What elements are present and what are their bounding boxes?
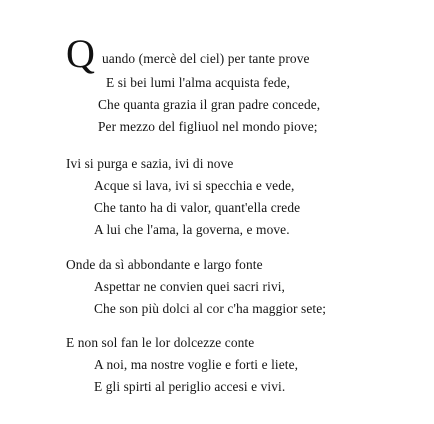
poem-line: E non sol fan le lor dolcezze conte	[66, 335, 255, 350]
poem-line: Che quanta grazia il gran padre concede,	[98, 97, 321, 112]
poem-line: Aspettar ne convien quei sacri rivi,	[94, 279, 286, 294]
poem-line: uando (mercè del ciel) per tante prove	[102, 51, 310, 66]
poem-line: Acque si lava, ivi si specchia e vede,	[94, 178, 295, 193]
poem-line: Che son più dolci al cor c'ha maggior sete;	[94, 301, 327, 316]
poem-line: Onde da sì abbondante e largo fonte	[66, 257, 263, 272]
poem-line: E si bei lumi l'alma acquista fede,	[106, 75, 291, 90]
drop-cap: Q	[66, 31, 95, 76]
poem-line: Ivi si purga e sazia, ivi di nove	[66, 156, 234, 171]
poem-line: Che tanto ha di valor, quant'ella crede	[94, 200, 301, 215]
poem-line: A lui che l'ama, la governa, e move.	[94, 222, 290, 237]
poem-line: Per mezzo del figliuol nel mondo piove;	[98, 119, 318, 134]
poem-line: A noi, ma nostre voglie e forti e liete,	[94, 357, 299, 372]
poem-line: E gli spirti al periglio accesi e vivi.	[94, 379, 286, 394]
